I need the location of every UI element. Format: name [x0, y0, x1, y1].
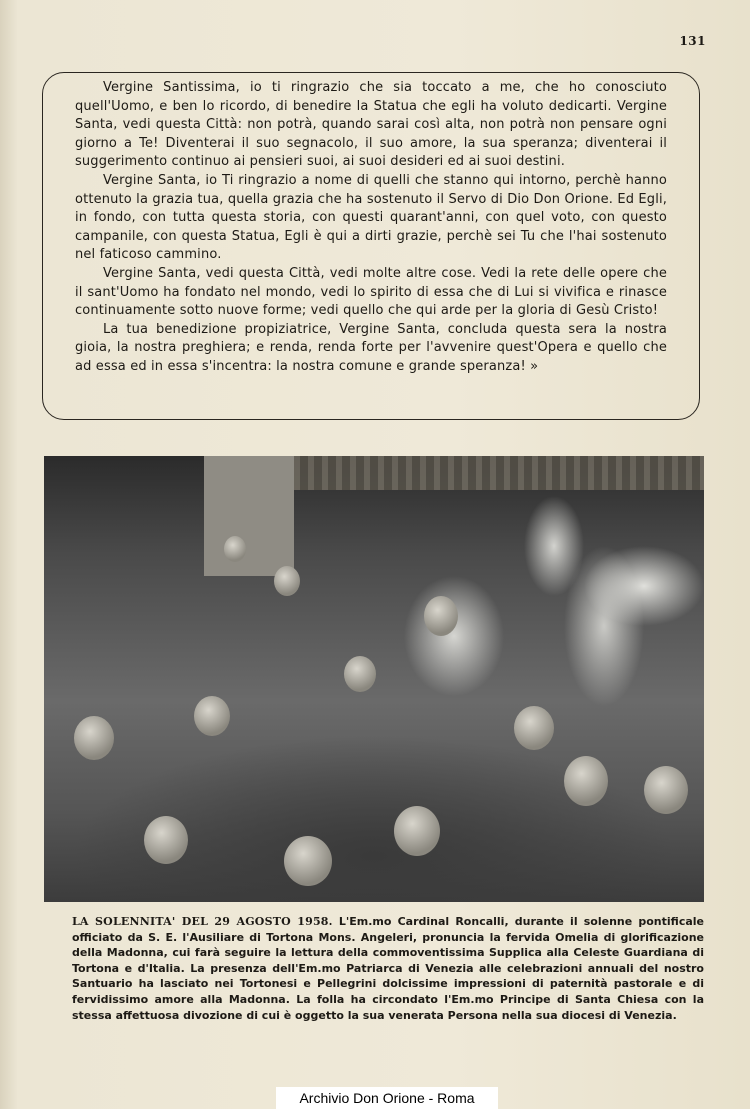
photo-figure — [514, 706, 554, 750]
photo-figure — [644, 766, 688, 814]
photo-figure — [74, 716, 114, 760]
prayer-paragraph: Vergine Santa, io Ti ringrazio a nome di quelli che stanno qui intorno, perchè hanno ottenuto la grazia tua, quella grazia che ha sostenuto il Servo di Dio Don Orione. Ed Egli, in fondo, con tutta questa storia, con questi quarant'anni, con quel voto, con questo campanile, con questa Statua, Egli è qui a dirti grazie, perchè sei Tu che l'hai sostenuto nel faticoso cammino. — [75, 172, 667, 263]
caption-body: L'Em.mo Cardinal Roncalli, durante il solenne pontificale officiato da S. E. l'Ausiliare di Tortona Mons. Angeleri, pronuncia la fervida Omelia di glorificazione della Madonna, cui farà seguire la lettura della commoventissima Supplica alla Celeste Guardiana di Tortona e d'Italia. La presenza dell'Em.mo Patriarca di Venezia alle celebrazioni annuali del nostro Santuario ha lasciato nei Tortonesi e Pellegrini dolcissime impressioni di paternità pastorale e di fervidissimo amore alla Madonna. La folla ha circondato l'Em.mo Principe di Santa Chiesa con la stessa affettuosa divozione di cui è oggetto la sua venerata Persona nella sua diocesi di Venezia. — [72, 915, 704, 1022]
photo-figure — [344, 656, 376, 692]
photo-pillar — [204, 456, 294, 576]
page-number: 131 — [679, 34, 706, 48]
prayer-paragraph: Vergine Santissima, io ti ringrazio che sia toccato a me, che ho conosciuto quell'Uomo, e ben lo ricordo, di benedire la Statua che egli ha voluto dedicarti. Vergine Santa, vedi questa Città: non potrà, quando sarai così alta, non potrà non pensare ogni giorno a Te! Diventerai il suo segnacolo, il suo amore, la sua speranza; diventerai il suggerimento continuo ai pensieri suoi, ai suoi desideri ed ai suoi destini. — [75, 80, 667, 170]
ceremony-photo — [44, 456, 704, 902]
photo-figure — [224, 536, 246, 562]
photo-figure — [274, 566, 300, 596]
archive-footer: Archivio Don Orione - Roma — [276, 1087, 498, 1109]
caption-lead: LA SOLENNITA' DEL 29 AGOSTO 1958. — [72, 915, 333, 928]
photo-altar-band — [294, 456, 704, 490]
prayer-text-box — [42, 72, 700, 420]
prayer-paragraph: La tua benedizione propiziatrice, Vergine Santa, concluda questa sera la nostra gioia, la nostra preghiera; e renda, renda forte per l'avvenire quest'Opera e quello che ad essa ed in essa s'incentra: la nostra comune e grande speranza! » — [75, 321, 667, 374]
photo-figure — [284, 836, 332, 886]
photo-caption — [72, 914, 704, 1023]
photo-figure — [194, 696, 230, 736]
photo-figure — [394, 806, 440, 856]
photo-figure — [424, 596, 458, 636]
photo-figure — [564, 756, 608, 806]
photo-figure — [144, 816, 188, 864]
prayer-paragraph: Vergine Santa, vedi questa Città, vedi molte altre cose. Vedi la rete delle opere che il sant'Uomo ha fondato nel mondo, vedi lo spirito di essa che di Lui si vivifica e rinasce continuamente sotto nuove forme; vedi quello che qui arde per la gloria di Gesù Cristo! — [75, 265, 667, 319]
